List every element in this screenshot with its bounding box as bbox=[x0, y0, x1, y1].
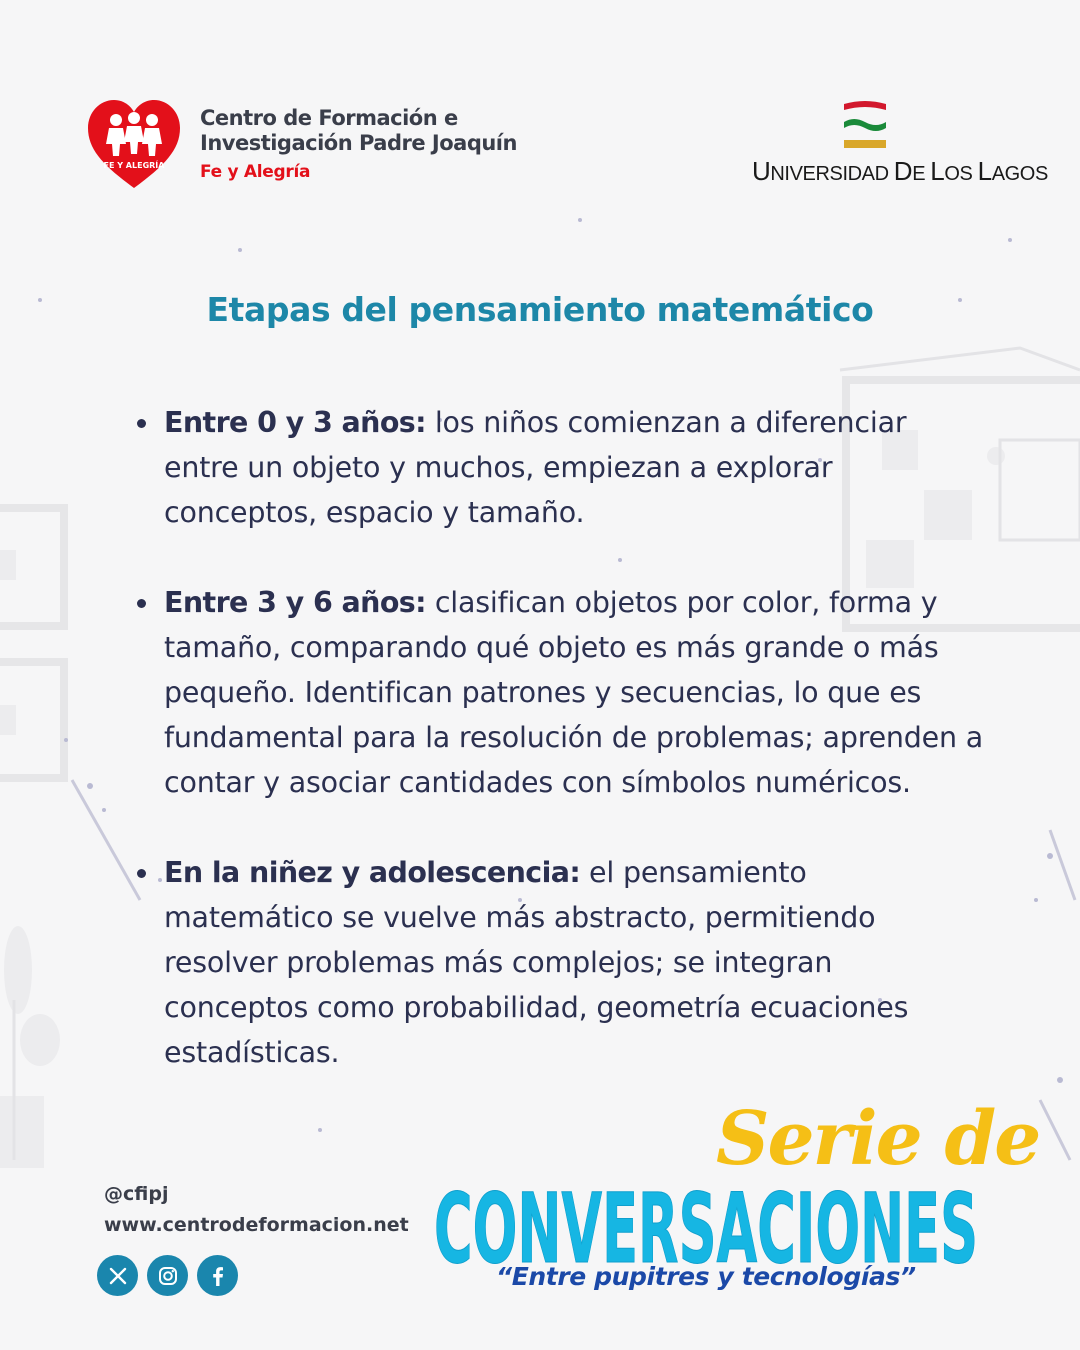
series-title bbox=[432, 1180, 980, 1272]
social-links bbox=[97, 1255, 238, 1296]
stage-text: el pensamiento matemático se vuelve más abstracto, permitiendo resolver problemas más complejos; se integran conceptos como probabilidad, geometría ecuaciones estadísticas. bbox=[164, 856, 909, 1069]
stage-lead: Entre 3 y 6 años: bbox=[164, 586, 426, 619]
website-link[interactable]: www.centrodeformacion.net bbox=[104, 1214, 409, 1236]
heart-badge-text: FE Y ALEGRÍA bbox=[103, 161, 165, 170]
series-title-text: CONVERSACIONES bbox=[434, 1180, 978, 1272]
organization-name bbox=[200, 106, 517, 156]
ulagos-stripes-icon bbox=[842, 96, 888, 152]
list-item bbox=[134, 850, 984, 1075]
series-tagline: “Entre pupitres y tecnologías” bbox=[496, 1262, 916, 1291]
stage-lead: En la niñez y adolescencia: bbox=[164, 856, 581, 889]
x-icon[interactable] bbox=[97, 1255, 138, 1296]
facebook-icon[interactable] bbox=[197, 1255, 238, 1296]
organization-subtitle: Fe y Alegría bbox=[200, 162, 311, 182]
series-script-title: Serie de bbox=[716, 1096, 1040, 1182]
stage-lead: Entre 0 y 3 años: bbox=[164, 406, 426, 439]
page-title: Etapas del pensamiento matemático bbox=[206, 290, 874, 329]
organization-name-line1: Centro de Formación e bbox=[200, 106, 458, 130]
instagram-icon[interactable] bbox=[147, 1255, 188, 1296]
list-item bbox=[134, 400, 984, 535]
stage-text: clasifican objetos por color, forma y tamaño, comparando qué objeto es más grande o más pequeño. Identifican patrones y secuencias, lo que es fundamental para la resolución de problemas; aprenden a contar y asociar cantidades con símbolos numéricos. bbox=[164, 586, 984, 799]
list-item bbox=[134, 580, 984, 805]
stages-list bbox=[134, 400, 984, 1120]
university-name: UNIVERSIDAD DE LOS LAGOS bbox=[752, 156, 1048, 186]
organization-name-line2: Investigación Padre Joaquín bbox=[200, 131, 517, 155]
heart-children-icon bbox=[86, 96, 182, 192]
stage-text: los niños comienzan a diferenciar entre un objeto y muchos, empiezan a explorar conceptos, espacio y tamaño. bbox=[164, 406, 907, 529]
social-handle[interactable]: @cfipj bbox=[104, 1183, 169, 1205]
